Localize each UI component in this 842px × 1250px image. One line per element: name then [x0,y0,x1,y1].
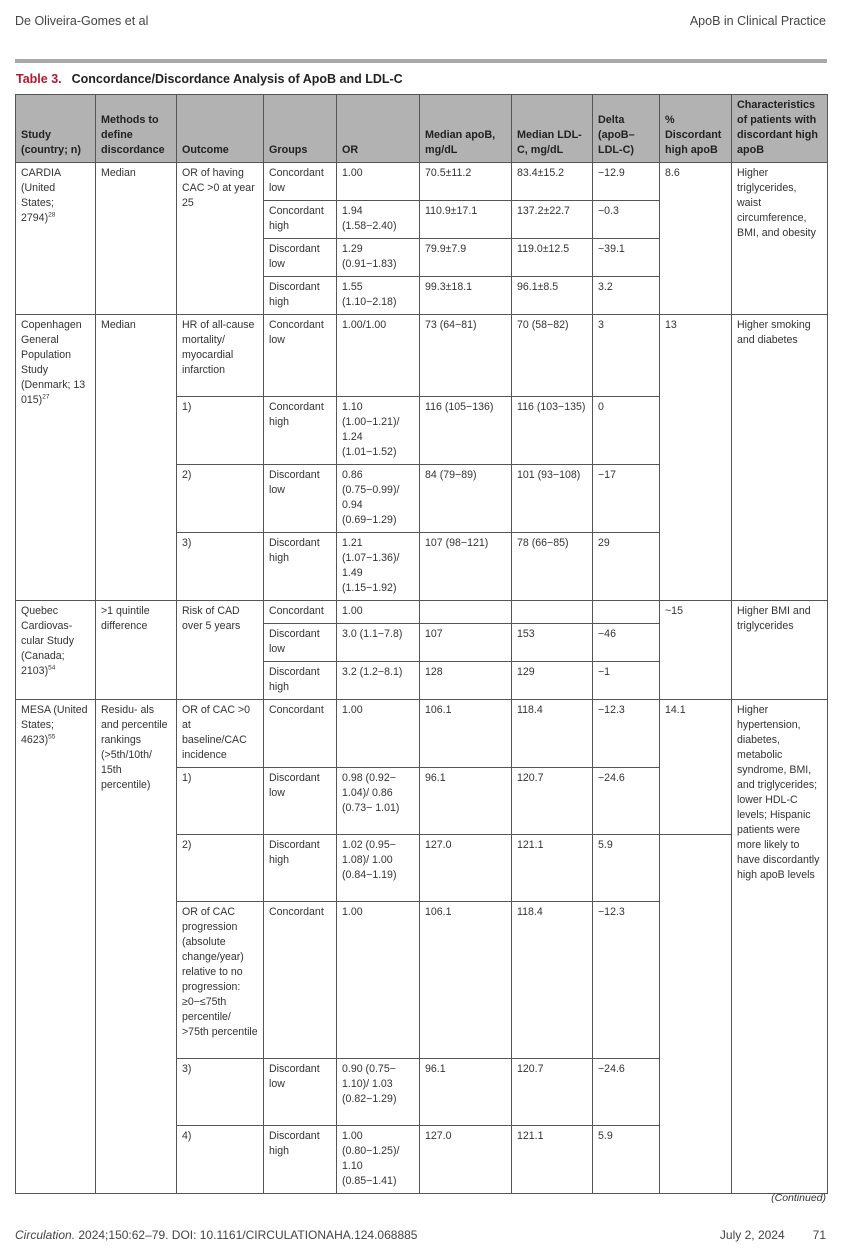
column-header: Characteristics of patients with discordant high apoB [732,95,828,163]
apob-cell: 106.1 [420,902,512,1059]
apob-cell: 99.3±18.1 [420,277,512,315]
group-cell: Discordant low [264,768,337,835]
outcome-cell: OR of CAC >0 at baseline/CAC incidence [177,700,264,768]
reference: 27 [42,393,50,401]
apob-cell: 106.1 [420,700,512,768]
continued-note: (Continued) [771,1192,826,1204]
ldlc-cell: 120.7 [512,768,593,835]
page-footer [15,1228,826,1242]
apob-cell: 96.1 [420,1059,512,1126]
apob-cell: 128 [420,662,512,700]
or-cell: 3.0 (1.1−7.8) [337,624,420,662]
characteristics-cell: Higher hypertension, diabetes, metabolic syndrome, BMI, and triglycerides; lower HDL-C levels; Hispanic patients were more likely to have discordantly high apoB levels [732,700,828,1194]
ldlc-cell: 120.7 [512,1059,593,1126]
or-cell: 1.00 [337,902,420,1059]
page-number: 71 [812,1228,826,1242]
column-header: Groups [264,95,337,163]
delta-cell: 3 [593,315,660,397]
method-cell: Median [96,315,177,601]
delta-cell: −24.6 [593,1059,660,1126]
delta-cell: −0.3 [593,201,660,239]
ldlc-cell: 78 (66−85) [512,533,593,601]
or-cell: 0.90 (0.75− 1.10)/ 1.03 (0.82−1.29) [337,1059,420,1126]
group-cell: Concordant [264,700,337,768]
group-cell: Concordant low [264,163,337,201]
ldlc-cell: 118.4 [512,902,593,1059]
column-header: Delta (apoB– LDL-C) [593,95,660,163]
ldlc-cell: 101 (93−108) [512,465,593,533]
citation [15,1228,417,1242]
group-cell: Discordant low [264,624,337,662]
study-cell: Copenhagen General Population Study (Denmark; 13 015)$^{27}$ [16,315,96,601]
apob-cell: 73 (64−81) [420,315,512,397]
method-cell: Median [96,163,177,315]
or-cell: 0.86 (0.75−0.99)/ 0.94 (0.69−1.29) [337,465,420,533]
outcome-cell: Risk of CAD over 5 years [177,601,264,700]
or-cell: 1.00 [337,700,420,768]
concordance-table [15,94,828,1194]
characteristics-cell: Higher triglycerides, waist circumference, BMI, and obesity [732,163,828,315]
reference: 28 [48,211,56,219]
or-cell: 1.29 (0.91−1.83) [337,239,420,277]
delta-cell: 29 [593,533,660,601]
reference: 54 [48,664,56,672]
group-cell: Discordant high [264,277,337,315]
column-header: Methods to define discordance [96,95,177,163]
ldlc-cell: 129 [512,662,593,700]
pct-discordant-cell: 13 [660,315,732,601]
group-cell: Discordant low [264,1059,337,1126]
pct-discordant-cell: 8.6 [660,163,732,315]
ldlc-cell [512,601,593,624]
apob-cell [420,601,512,624]
apob-cell: 127.0 [420,835,512,902]
table-row [16,315,828,397]
delta-cell: 0 [593,397,660,465]
delta-cell: 5.9 [593,835,660,902]
or-cell: 0.98 (0.92− 1.04)/ 0.86 (0.73− 1.01) [337,768,420,835]
ldlc-cell: 118.4 [512,700,593,768]
outcome-cell: 3) [177,533,264,601]
column-header: Study (country; n) [16,95,96,163]
apob-cell: 96.1 [420,768,512,835]
ldlc-cell: 153 [512,624,593,662]
apob-cell: 70.5±11.2 [420,163,512,201]
table-header-row [16,95,828,163]
pct-discordant-empty-cell [660,835,732,1194]
table-title: Concordance/Discordance Analysis of ApoB and LDL-C [71,72,403,86]
delta-cell: 5.9 [593,1126,660,1194]
apob-cell: 79.9±7.9 [420,239,512,277]
method-cell: >1 quintile difference [96,601,177,700]
group-cell: Discordant low [264,465,337,533]
group-cell: Discordant high [264,662,337,700]
or-cell: 1.10 (1.00−1.21)/ 1.24 (1.01−1.52) [337,397,420,465]
pct-discordant-cell: ~15 [660,601,732,700]
outcome-cell: 2) [177,835,264,902]
reference: 55 [48,733,56,741]
ldlc-cell: 70 (58−82) [512,315,593,397]
outcome-cell: 1) [177,397,264,465]
study-cell: MESA (United States; 4623)$^{55}$ [16,700,96,1194]
delta-cell: −12.3 [593,700,660,768]
publication-date: July 2, 2024 [719,1228,785,1242]
group-cell: Concordant high [264,201,337,239]
delta-cell: 3.2 [593,277,660,315]
apob-cell: 116 (105−136) [420,397,512,465]
or-cell: 3.2 (1.2−8.1) [337,662,420,700]
group-cell: Discordant high [264,1126,337,1194]
delta-cell [593,601,660,624]
outcome-cell: 2) [177,465,264,533]
or-cell: 1.94 (1.58−2.40) [337,201,420,239]
delta-cell: −39.1 [593,239,660,277]
group-cell: Concordant [264,902,337,1059]
ldlc-cell: 121.1 [512,835,593,902]
table-row [16,700,828,768]
table-row [16,601,828,624]
group-cell: Concordant low [264,315,337,397]
outcome-cell: OR of CAC progression (absolute change/year) relative to no progression: ≥0−≤75th percentile/ >75th percentile [177,902,264,1059]
column-header: Outcome [177,95,264,163]
table-number: Table 3. [16,72,62,86]
group-cell: Concordant [264,601,337,624]
running-head-title: ApoB in Clinical Practice [689,14,826,28]
or-cell: 1.21 (1.07−1.36)/ 1.49 (1.15−1.92) [337,533,420,601]
delta-cell: −12.3 [593,902,660,1059]
ldlc-cell: 116 (103−135) [512,397,593,465]
delta-cell: −1 [593,662,660,700]
or-cell: 1.00 [337,601,420,624]
group-cell: Discordant high [264,533,337,601]
ldlc-cell: 96.1±8.5 [512,277,593,315]
table-caption [16,72,403,86]
journal-name: Circulation. [15,1228,76,1242]
method-cell: Residu- als and percentile rankings (>5th/10th/ 15th percentile) [96,700,177,1194]
footer-right [720,1228,826,1242]
or-cell: 1.00 [337,163,420,201]
column-header: OR [337,95,420,163]
apob-cell: 107 [420,624,512,662]
study-cell: CARDIA (United States; 2794)$^{28}$ [16,163,96,315]
or-cell: 1.02 (0.95− 1.08)/ 1.00 (0.84−1.19) [337,835,420,902]
column-header: % Discordant high apoB [660,95,732,163]
citation-detail: 2024;150:62–79. DOI: 10.1161/CIRCULATIONAHA.124.068885 [75,1228,418,1242]
apob-cell: 84 (79−89) [420,465,512,533]
group-cell: Discordant low [264,239,337,277]
running-head-authors: De Oliveira-Gomes et al [15,14,149,28]
apob-cell: 107 (98−121) [420,533,512,601]
table-row [16,163,828,201]
outcome-cell: 4) [177,1126,264,1194]
header-rule [15,59,827,63]
outcome-cell: 1) [177,768,264,835]
delta-cell: −17 [593,465,660,533]
group-cell: Discordant high [264,835,337,902]
column-header: Median LDL-C, mg/dL [512,95,593,163]
ldlc-cell: 137.2±22.7 [512,201,593,239]
outcome-cell: HR of all-cause mortality/ myocardial infarction [177,315,264,397]
apob-cell: 110.9±17.1 [420,201,512,239]
or-cell: 1.00 (0.80−1.25)/ 1.10 (0.85−1.41) [337,1126,420,1194]
column-header: Median apoB, mg/dL [420,95,512,163]
study-cell: Quebec Cardiovas- cular Study (Canada; 2103)$^{54}$ [16,601,96,700]
delta-cell: −46 [593,624,660,662]
pct-discordant-cell: 14.1 [660,700,732,835]
delta-cell: −12.9 [593,163,660,201]
or-cell: 1.55 (1.10−2.18) [337,277,420,315]
characteristics-cell: Higher smoking and diabetes [732,315,828,601]
group-cell: Concordant high [264,397,337,465]
outcome-cell: 3) [177,1059,264,1126]
apob-cell: 127.0 [420,1126,512,1194]
or-cell: 1.00/1.00 [337,315,420,397]
running-head [15,14,826,28]
ldlc-cell: 119.0±12.5 [512,239,593,277]
outcome-cell: OR of having CAC >0 at year 25 [177,163,264,315]
ldlc-cell: 121.1 [512,1126,593,1194]
delta-cell: −24.6 [593,768,660,835]
characteristics-cell: Higher BMI and triglycerides [732,601,828,700]
ldlc-cell: 83.4±15.2 [512,163,593,201]
